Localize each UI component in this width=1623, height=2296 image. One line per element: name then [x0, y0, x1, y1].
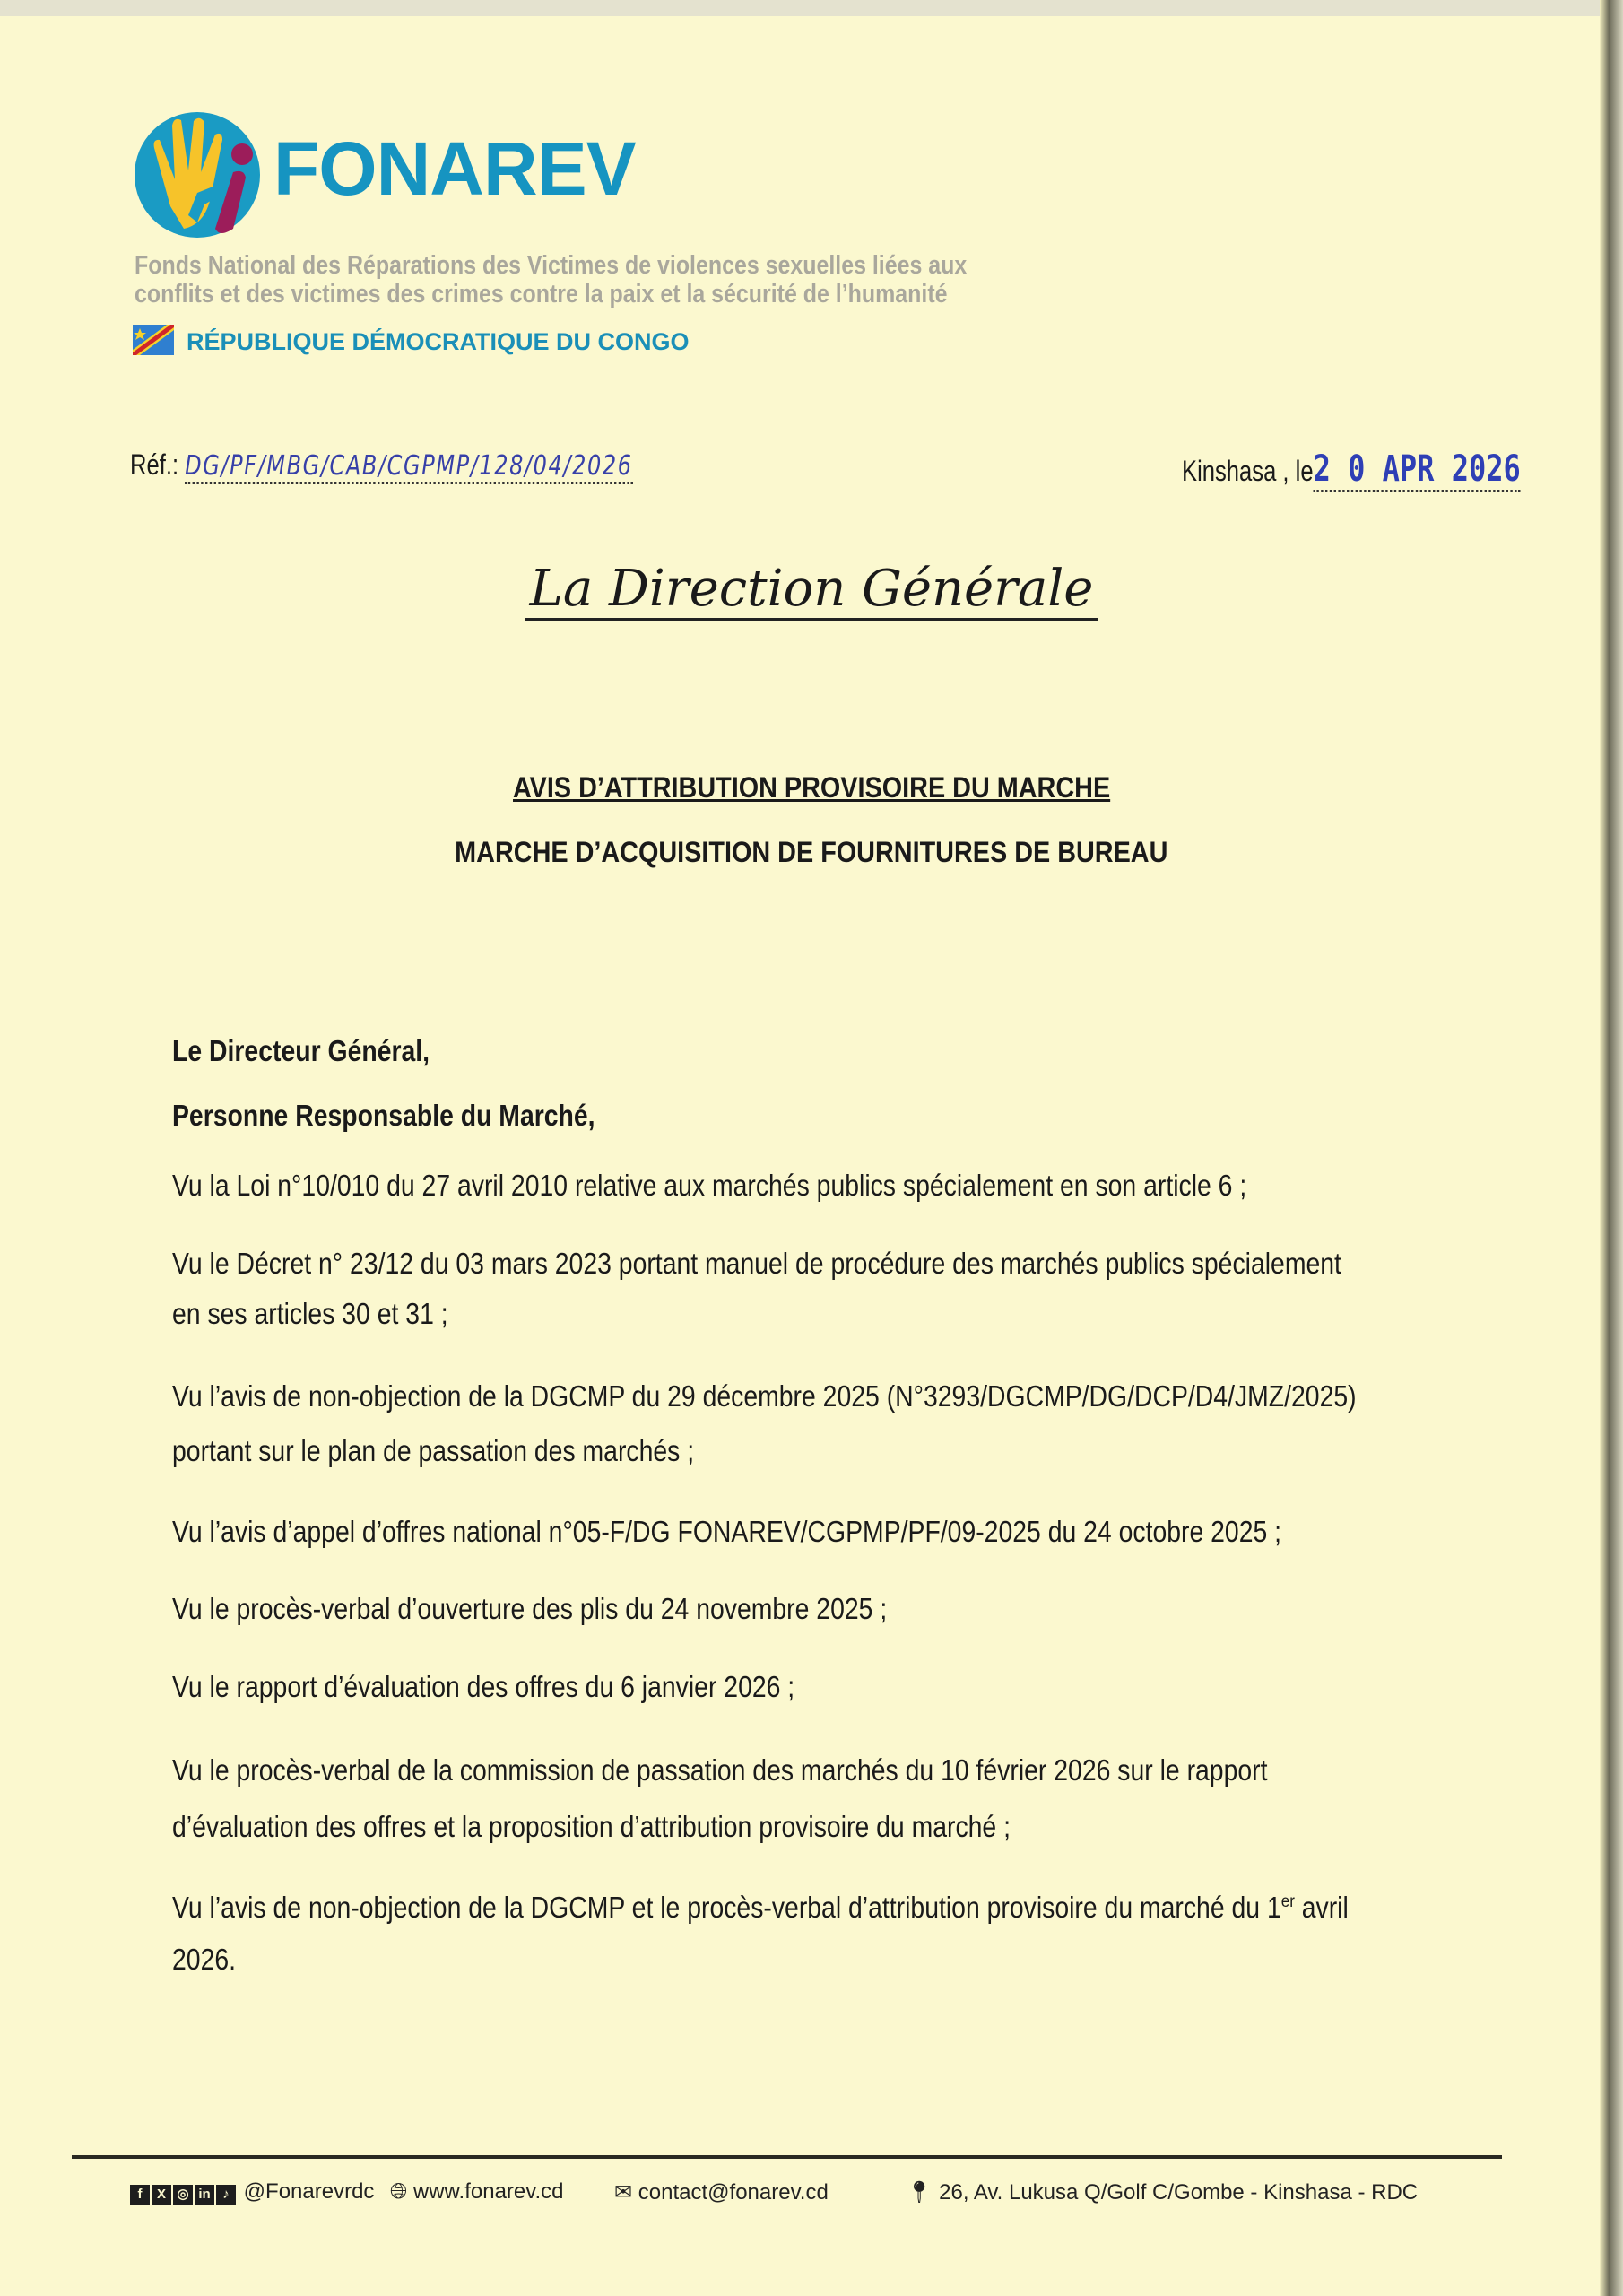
body-line: Vu l’avis de non-objection de la DGCMP et le procès-verbal d’attribution provisoire du marché du 1er avril: [172, 1891, 1349, 1924]
place-date: [1182, 448, 1521, 490]
body-line: d’évaluation des offres et la proposition d’attribution provisoire du marché ;: [172, 1810, 1011, 1843]
scan-edge: [1600, 0, 1623, 2296]
globe-icon: 🌐︎: [390, 2179, 408, 2204]
drc-flag-icon: [133, 325, 174, 355]
tiktok-icon: ♪: [216, 2185, 236, 2205]
body-line: Vu le procès-verbal d’ouverture des plis du 24 novembre 2025 ;: [172, 1592, 888, 1625]
place-date-label: Kinshasa , le: [1182, 455, 1314, 487]
footer-email: ✉ contact@fonarev.cd: [614, 2180, 829, 2205]
issuer: La Direction Générale: [0, 560, 1623, 618]
instagram-icon: ◎: [173, 2185, 193, 2205]
org-subtitle: Fonds National des Réparations des Victimes de violences sexuelles liées aux: [135, 251, 968, 280]
reference-number: DG/PF/MBG/CAB/CGPMP/128/04/2026: [185, 450, 632, 484]
body-line: portant sur le plan de passation des marchés ;: [172, 1434, 695, 1467]
body-line: Vu l’avis de non-objection de la DGCMP du 29 décembre 2025 (N°3293/DGCMP/DG/DCP/D4/JMZ/2025): [172, 1379, 1357, 1413]
x-icon: X: [152, 2185, 171, 2205]
footer-website: 🌐︎ www.fonarev.cd: [390, 2179, 564, 2204]
org-subtitle: conflits et des victimes des crimes contre la paix et la sécurité de l’humanité: [135, 280, 948, 309]
date-stamp: 2 0 APR 2026: [1314, 448, 1521, 492]
body-line: 2026.: [172, 1943, 237, 1976]
reference-label: Réf.:: [130, 448, 179, 481]
addressee: Le Directeur Général,: [172, 1034, 430, 1067]
reference: [130, 448, 633, 482]
body-line: Vu le Décret n° 23/12 du 03 mars 2023 portant manuel de procédure des marchés publics spécialement: [172, 1247, 1341, 1280]
social-handle: @Fonarevrdc: [243, 2179, 375, 2204]
body-line: Vu l’avis d’appel d’offres national n°05-F/DG FONAREV/CGPMP/PF/09-2025 du 24 octobre 2025 ;: [172, 1515, 1282, 1548]
linkedin-icon: in: [195, 2185, 214, 2205]
body-line: Vu le procès-verbal de la commission de passation des marchés du 10 février 2026 sur le rapport: [172, 1753, 1268, 1787]
envelope-icon: ✉: [614, 2180, 633, 2205]
notice-subtitle: MARCHE D’ACQUISITION DE FOURNITURES DE BUREAU: [455, 836, 1168, 868]
facebook-icon: f: [130, 2185, 150, 2205]
body-line: Vu la Loi n°10/010 du 27 avril 2010 relative aux marchés publics spécialement en son article 6 ;: [172, 1169, 1247, 1202]
notice-title: AVIS D’ATTRIBUTION PROVISOIRE DU MARCHE: [512, 771, 1111, 804]
footer-address: 📍︎ 26, Av. Lukusa Q/Golf C/Gombe - Kinshasa - RDC: [906, 2180, 1419, 2205]
location-pin-icon: 📍︎: [906, 2180, 933, 2205]
scan-edge: [0, 0, 1623, 16]
body-line: en ses articles 30 et 31 ;: [172, 1297, 448, 1330]
fonarev-logo-icon: [135, 108, 269, 242]
footer-social: [130, 2179, 374, 2205]
addressee: Personne Responsable du Marché,: [172, 1099, 595, 1132]
brand-name: FONAREV: [273, 126, 636, 211]
footer-divider: [72, 2155, 1502, 2159]
country-name: RÉPUBLIQUE DÉMOCRATIQUE DU CONGO: [187, 328, 690, 355]
body-line: Vu le rapport d’évaluation des offres du 6 janvier 2026 ;: [172, 1670, 795, 1703]
